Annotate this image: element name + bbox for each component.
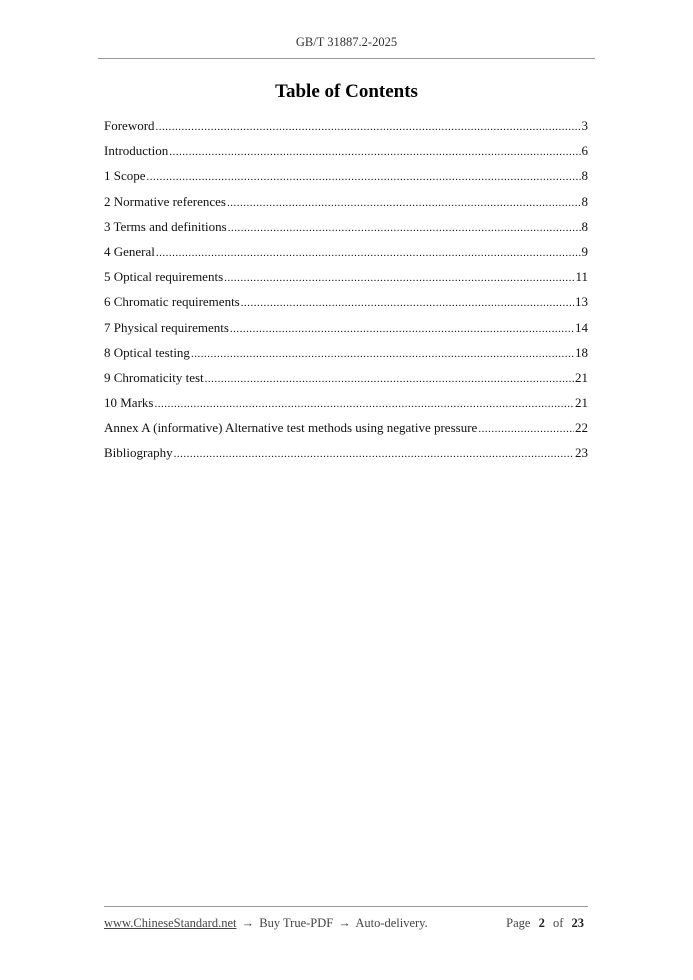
toc-entry-page-number: 9 [581,243,588,259]
toc-dot-leader [156,245,581,261]
total-pages-number: 23 [571,916,584,930]
footer [104,916,588,934]
toc-dot-leader [224,270,574,286]
auto-delivery-text: Auto-delivery. [355,916,428,930]
arrow-right-icon: → [338,916,351,930]
toc-dot-leader [205,371,574,387]
toc-entry-page-number: 3 [581,118,588,133]
of-label: of [552,916,564,930]
page-indicator [506,916,584,931]
toc-entry[interactable] [104,269,588,294]
toc-dot-leader [478,421,574,437]
toc-entry[interactable] [104,320,588,345]
footer-left [104,916,428,931]
toc-entry-page-number: 23 [575,445,588,461]
toc-dot-leader [191,346,574,362]
toc-entry-title: Bibliography [104,445,173,461]
toc-entry-page-number: 14 [575,319,588,335]
header-document-code: GB/T 31887.2-2025 [295,35,398,49]
toc-entry-title: Introduction [104,143,169,159]
toc-dot-leader [241,295,574,311]
toc-entry[interactable] [104,194,588,219]
toc-entry-title: Annex A (informative) Alternative test methods using negative pressure [104,420,478,436]
toc-entry-page-number: 8 [581,193,588,209]
toc-entry-page-number: 21 [575,369,588,385]
toc-entry[interactable] [104,370,588,395]
toc-entry-title: 9 Chromaticity test [104,369,204,385]
toc-dot-leader [147,169,581,185]
current-page-number: 2 [538,916,545,930]
toc-entry-title: Foreword [104,118,155,133]
toc-entry-title: 6 Chromatic requirements [104,294,240,310]
toc-entry-title: 8 Optical testing [104,344,190,360]
toc-dot-leader [174,446,574,462]
toc-entry-title: 3 Terms and definitions [104,218,227,234]
toc-entry-title: 4 General [104,243,155,259]
toc-dot-leader [230,321,574,337]
footer-divider [104,906,588,907]
toc-entry-title: 10 Marks [104,395,154,411]
toc-dot-leader [227,195,581,211]
toc-entry-page-number: 13 [575,294,588,310]
buy-true-pdf-text: Buy True-PDF [259,916,334,930]
toc-entry[interactable] [104,445,588,470]
toc-entry-page-number: 18 [575,344,588,360]
toc-entry-title: 2 Normative references [104,193,226,209]
toc-entry-title: 7 Physical requirements [104,319,229,335]
toc-title: Table of Contents [275,81,418,102]
toc-entry[interactable] [104,219,588,244]
site-link[interactable]: www.ChineseStandard.net [104,916,237,930]
toc-list [104,118,588,471]
toc-entry[interactable] [104,420,588,445]
toc-entry[interactable] [104,168,588,193]
toc-entry-page-number: 22 [575,420,588,436]
toc-entry[interactable] [104,244,588,269]
toc-entry[interactable] [104,294,588,319]
toc-dot-leader [228,220,581,236]
toc-entry-title: 5 Optical requirements [104,269,224,285]
page-label: Page [506,916,531,930]
toc-entry-page-number: 11 [575,269,588,285]
toc-entry-page-number: 6 [581,143,588,159]
toc-dot-leader [169,144,580,160]
toc-dot-leader [154,396,574,412]
toc-entry-page-number: 8 [581,218,588,234]
toc-entry-page-number: 8 [581,168,588,184]
toc-entry-page-number: 21 [575,395,588,411]
toc-entry-title: 1 Scope [104,168,146,184]
toc-entry[interactable] [104,345,588,370]
header-divider [98,58,595,59]
toc-entry[interactable] [104,395,588,420]
toc-entry[interactable] [104,143,588,168]
arrow-right-icon: → [241,916,255,930]
toc-entry[interactable] [104,118,588,143]
toc-dot-leader [156,119,581,135]
